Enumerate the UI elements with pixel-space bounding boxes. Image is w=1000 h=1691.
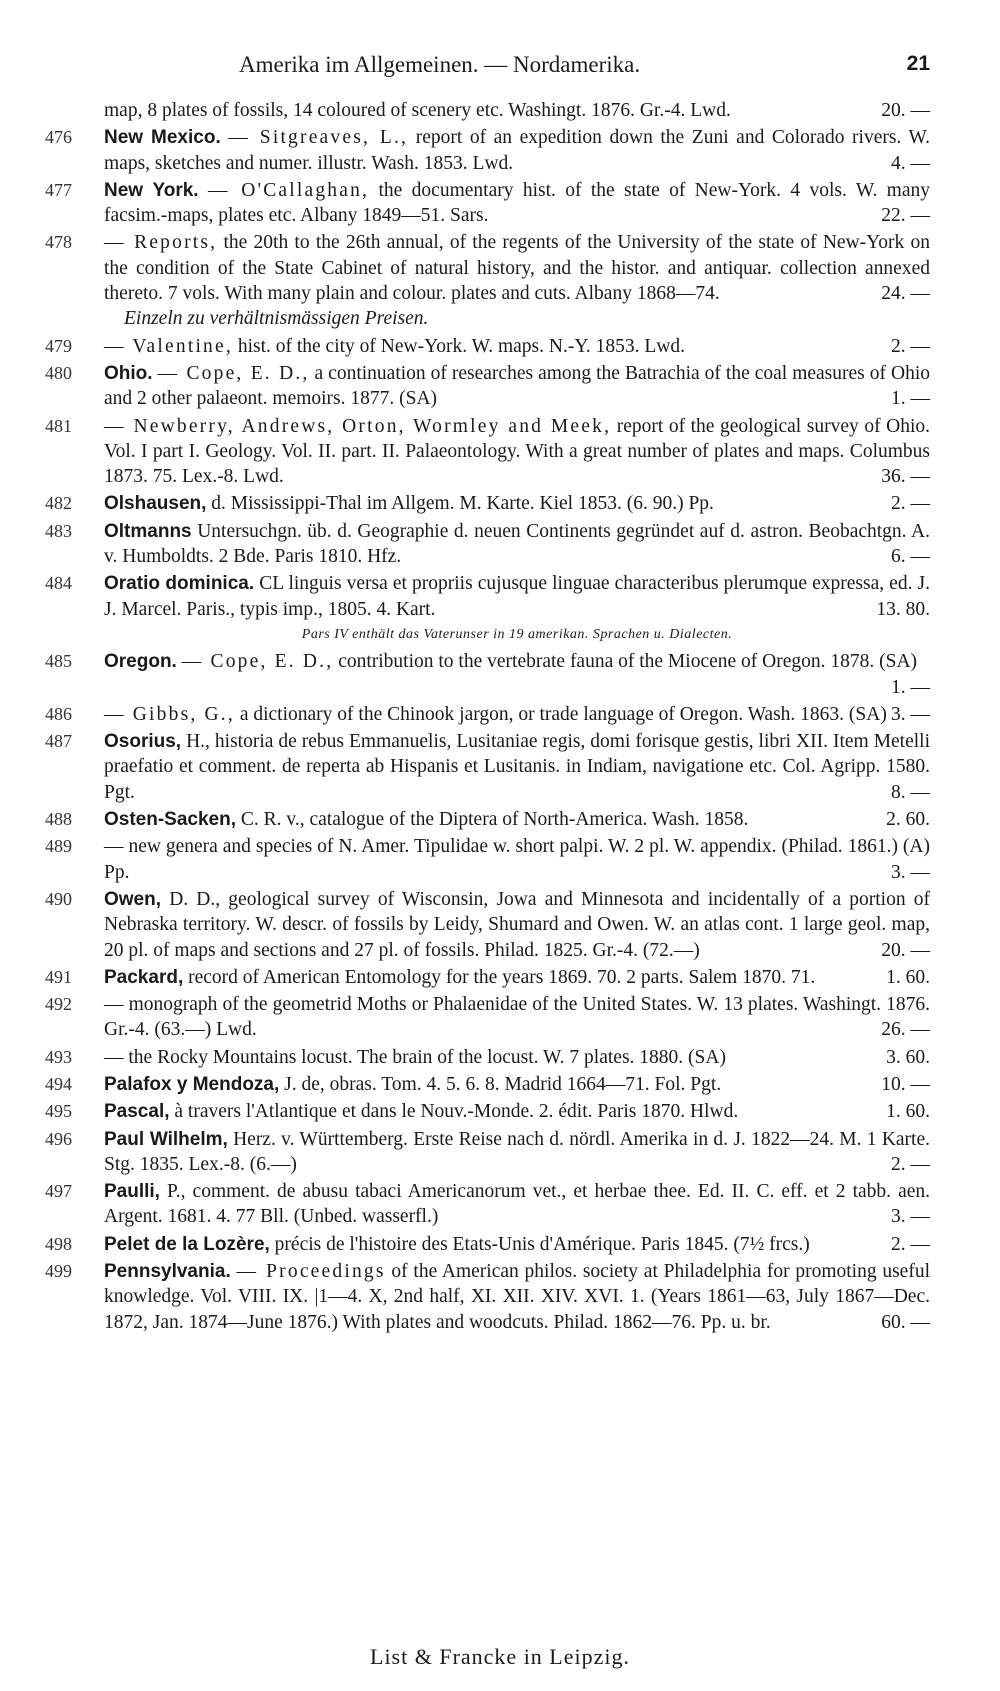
entry-price: 2. —	[891, 1153, 930, 1175]
entry-heading: Paulli,	[104, 1181, 160, 1203]
catalogue-entry	[27, 178, 930, 229]
catalogue-entry	[27, 887, 930, 963]
entry-heading: New Mexico.	[104, 127, 221, 149]
entry-number: 498	[45, 1233, 72, 1254]
catalogue-entry	[27, 1045, 930, 1070]
catalogue-entry	[27, 1127, 930, 1178]
catalogue-entry	[27, 965, 930, 990]
entry-number: 476	[45, 127, 72, 148]
entry-heading: Pascal,	[104, 1101, 170, 1123]
entry-number: 495	[45, 1101, 72, 1122]
running-head	[27, 52, 930, 92]
entry-author: — Cope, E. D.,	[157, 362, 310, 384]
entry-number: 480	[45, 362, 72, 383]
entry-text: Untersuchgn. üb. d. Geographie d. neuen Continents gegründet auf d. astron. Beobachtgn. A. v. Humboldts. 2 Bde. Paris 1810. Hfz.	[104, 520, 930, 568]
entry-number: 478	[45, 232, 72, 253]
entry-number: 494	[45, 1073, 72, 1094]
catalogue-entry	[27, 491, 930, 516]
catalogue-entry	[27, 649, 930, 700]
entry-text: précis de l'histoire des Etats-Unis d'Amérique. Paris 1845. (7½ frcs.)	[274, 1233, 810, 1255]
catalogue-entry	[27, 1179, 930, 1230]
entry-text: Herz. v. Württemberg. Erste Reise nach d. nördl. Amerika in d. J. 1822—24. M. 1 Karte. Stg. 1835. Lex.-8. (6.—)	[104, 1128, 931, 1175]
entry-price: 2. —	[891, 335, 930, 357]
entry-author: — Reports,	[104, 232, 218, 254]
entry-heading: Oratio dominica.	[104, 573, 255, 595]
catalogue-entry	[27, 98, 930, 123]
catalogue-entry	[27, 992, 930, 1043]
entry-price: 24. —	[881, 283, 930, 305]
entry-number: 484	[45, 573, 72, 594]
entry-price: 6. —	[891, 546, 930, 568]
entry-author: — Gibbs, G.,	[104, 703, 235, 725]
entry-price: 36. —	[881, 466, 930, 488]
entry-heading: Oregon.	[104, 651, 177, 673]
catalogue-entry	[27, 702, 930, 727]
entry-price: 20. —	[881, 939, 930, 961]
entry-number: 483	[45, 520, 72, 541]
catalogue-entry	[27, 729, 930, 805]
entry-price: 1. 60.	[886, 1101, 930, 1123]
entry-heading: Owen,	[104, 888, 162, 910]
catalogue-entry	[27, 1099, 930, 1124]
entry-price: 26. —	[881, 1019, 930, 1041]
entry-text: P., comment. de abusu tabaci Americanorum vet., et herbae thee. Ed. II. C. eff. et 2 tabb. aen. Argent. 1681. 4. 77 Bll. (Unbed. wasserfl.)	[104, 1181, 931, 1228]
catalogue-entries	[27, 98, 930, 1335]
entry-text: report of an expedition down the Zuni and Colorado rivers. W. maps, sketches and numer. illustr. Wash. 1853. Lwd.	[104, 127, 931, 174]
entry-heading: Packard,	[104, 966, 184, 988]
entry-text: J. de, obras. Tom. 4. 5. 6. 8. Madrid 1664—71. Fol. Pgt.	[284, 1073, 722, 1095]
entry-text: — monograph of the geometrid Moths or Phalaenidae of the United States. W. 13 plates. Washingt. 1876. Gr.-4. (63.—) Lwd.	[104, 994, 930, 1041]
entry-price: 8. —	[891, 781, 930, 803]
entry-number: 485	[45, 651, 72, 672]
entry-number: 481	[45, 415, 72, 436]
entry-price: 20. —	[881, 100, 930, 121]
entry-small-note: Pars IV enthält das Vaterunser in 19 amerikan. Sprachen u. Dialecten.	[301, 626, 733, 642]
entry-price: 2. 60.	[886, 809, 930, 831]
entry-price: 3. 60.	[886, 1046, 930, 1068]
entry-number: 492	[45, 994, 72, 1015]
running-title: Amerika im Allgemeinen. — Nordamerika.	[239, 52, 641, 77]
entry-number: 491	[45, 966, 72, 987]
catalogue-entry	[27, 1259, 930, 1335]
entry-price: 1. —	[891, 388, 930, 410]
entry-author: — Newberry, Andrews, Orton, Wormley and Meek,	[104, 415, 612, 437]
entry-author: — Sitgreaves, L.,	[228, 127, 409, 149]
catalogue-entry	[27, 571, 930, 647]
catalogue-entry	[27, 414, 930, 490]
entry-number: 496	[45, 1128, 72, 1149]
entry-author: — Cope, E. D.,	[181, 651, 334, 673]
entry-heading: Pennsylvania.	[104, 1261, 231, 1283]
catalogue-entry	[27, 1232, 930, 1257]
entry-number: 493	[45, 1046, 72, 1067]
entry-text: of the American philos. society at Philadelphia for promoting useful knowledge. Vol. VIII. IX. |1—4. X, 2nd half, XI. XII. XIV. XVI. 1. (Years 1861—63, July 1867—Dec. 1872, Jan. 1874—June 1876.) With plates and woodcuts. Philad. 1862—76. Pp. u. br.	[104, 1261, 930, 1333]
entry-text: — new genera and species of N. Amer. Tipulidae w. short palpi. W. 2 pl. W. appendix. (Philad. 1861.) (A) Pp.	[104, 836, 930, 883]
entry-number: 482	[45, 493, 72, 514]
entry-text: the 20th to the 26th annual, of the regents of the University of the state of New-York on the condition of the State Cabinet of natural history, and the histor. and antiquar. collection annexed thereto. 7 vols. With many plain and colour. plates and cuts. Albany 1868—74.	[104, 232, 931, 305]
entry-text: map, 8 plates of fossils, 14 coloured of scenery etc. Washingt. 1876. Gr.-4. Lwd.	[104, 100, 731, 121]
catalogue-entry	[27, 361, 930, 412]
entry-text: contribution to the vertebrate fauna of the Miocene of Oregon. 1878. (SA)	[338, 651, 918, 673]
entry-heading: Osten-Sacken,	[104, 809, 236, 831]
entry-price: 2. —	[891, 1233, 930, 1255]
entry-number: 488	[45, 809, 72, 830]
entry-price: 10. —	[881, 1073, 930, 1095]
entry-text: a dictionary of the Chinook jargon, or trade language of Oregon. Wash. 1863. (SA)	[239, 703, 887, 725]
entry-text: hist. of the city of New-York. W. maps. N.-Y. 1853. Lwd.	[237, 335, 686, 357]
entry-price: 60. —	[881, 1311, 930, 1333]
entry-heading: Palafox y Mendoza,	[104, 1073, 280, 1095]
entry-text: record of American Entomology for the years 1869. 70. 2 parts. Salem 1870. 71.	[188, 966, 816, 988]
entry-price: 2. —	[891, 493, 930, 515]
entry-heading: Olshausen,	[104, 493, 207, 515]
entry-heading: Ohio.	[104, 362, 153, 384]
catalogue-entry	[27, 807, 930, 832]
entry-price: 1. 60.	[886, 966, 930, 988]
entry-note: Einzeln zu verhältnismässigen Preisen.	[124, 308, 429, 330]
entry-number: 499	[45, 1261, 72, 1282]
catalogue-entry	[27, 1072, 930, 1097]
entry-text: C. R. v., catalogue of the Diptera of North-America. Wash. 1858.	[240, 809, 749, 831]
catalogue-entry	[27, 519, 930, 570]
entry-text: — the Rocky Mountains locust. The brain of the locust. W. 7 plates. 1880. (SA)	[104, 1046, 726, 1068]
entry-number: 486	[45, 703, 72, 724]
entry-price: 3. —	[891, 1206, 930, 1228]
page-number: 21	[906, 52, 930, 75]
entry-text: report of the geological survey of Ohio. Vol. I part I. Geology. Vol. II. part. II. Palaeontology. With a great number of plates and maps. Columbus 1873. 75. Lex.-8. Lwd.	[104, 415, 931, 488]
entry-text: D. D., geological survey of Wisconsin, Jowa and Minnesota and incidentally of a portion of Nebraska territory. W. descr. of fossils by Leidy, Shumard and Owen. W. an atlas cont. 1 large geol. map, 20 pl. of maps and sections and 27 pl. of fossils. Philad. 1825. Gr.-4. (72.—)	[104, 888, 930, 961]
entry-text: d. Mississippi-Thal im Allgem. M. Karte. Kiel 1853. (6. 90.) Pp.	[211, 493, 714, 515]
entry-author: — Valentine,	[104, 335, 233, 357]
entry-number: 489	[45, 836, 72, 857]
entry-heading: Osorius,	[104, 731, 182, 753]
entry-author: — O'Callaghan,	[207, 179, 370, 201]
entry-text: H., historia de rebus Emmanuelis, Lusitaniae regis, domi forisque gestis, libri XII. Item Metelli praefatio et comment. de reperta ab Hispanis et Lusitanis. in Indiam, navigatione etc. Col. Agripp. 1580. Pgt.	[104, 731, 931, 803]
entry-author: — Proceedings	[236, 1261, 386, 1283]
publisher-footer: List & Francke in Leipzig.	[370, 1644, 630, 1669]
entry-price: 1. —	[891, 676, 930, 698]
entry-number: 477	[45, 179, 72, 200]
catalogue-entry	[27, 834, 930, 885]
entry-heading: Pelet de la Lozère,	[104, 1233, 270, 1255]
entry-text: the documentary hist. of the state of New-York. 4 vols. W. many facsim.-maps, plates etc. Albany 1849—51. Sars.	[104, 179, 930, 227]
entry-heading: Oltmanns	[104, 520, 192, 542]
entry-price: 3. —	[891, 703, 930, 725]
entry-text: a continuation of researches among the Batrachia of the coal measures of Ohio and 2 other palaeont. memoirs. 1877. (SA)	[104, 362, 930, 410]
entry-price: 4. —	[891, 152, 930, 174]
entry-number: 490	[45, 888, 72, 909]
entry-number: 479	[45, 335, 72, 356]
entry-number: 487	[45, 731, 72, 752]
catalogue-entry	[27, 125, 930, 176]
entry-price: 13. 80.	[876, 598, 930, 620]
entry-text: à travers l'Atlantique et dans le Nouv.-Monde. 2. édit. Paris 1870. Hlwd.	[174, 1101, 739, 1123]
entry-price: 3. —	[891, 861, 930, 883]
entry-text: CL linguis versa et propriis cujusque linguae characteribus plerumque expressa, ed. J. J. Marcel. Paris., typis imp., 1805. 4. Kart.	[104, 573, 930, 620]
entry-number: 497	[45, 1181, 72, 1202]
entry-heading: Paul Wilhelm,	[104, 1128, 228, 1150]
catalogue-entry	[27, 334, 930, 359]
entry-heading: New York.	[104, 179, 199, 201]
entry-price: 22. —	[881, 205, 930, 227]
catalogue-entry	[27, 230, 930, 331]
